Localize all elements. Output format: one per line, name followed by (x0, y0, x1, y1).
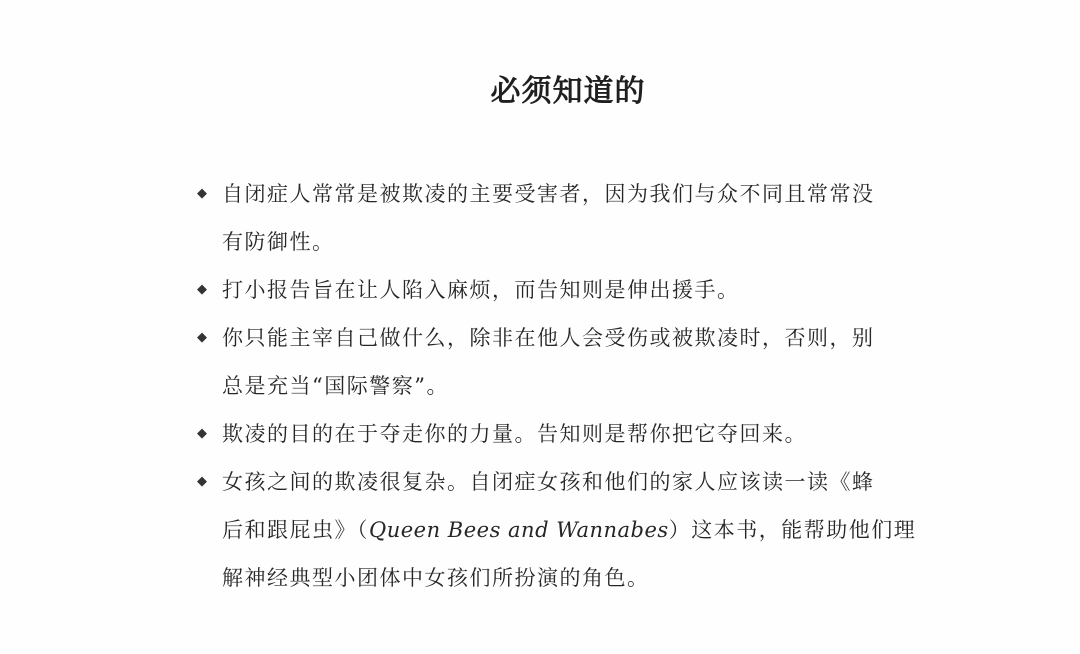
item-text-line: 有防御性。 (222, 230, 335, 254)
list-item (196, 170, 996, 266)
diamond-bullet-icon: ◆ (197, 282, 209, 297)
list-item (196, 266, 996, 314)
list-item (196, 314, 996, 410)
item-text-line: 你只能主宰自己做什么，除非在他人会受伤或被欺凌时，否则，别 (222, 326, 875, 350)
diamond-bullet-icon: ◆ (197, 330, 209, 345)
item-text-segment: 后和跟屁虫》（ (222, 518, 369, 542)
item-text-line (222, 506, 996, 554)
item-text-line: 打小报告旨在让人陷入麻烦，而告知则是伸出援手。 (222, 278, 740, 302)
item-text-line: 总是充当“国际警察”。 (222, 374, 449, 398)
item-text-line: 自闭症人常常是被欺凌的主要受害者，因为我们与众不同且常常没 (222, 182, 875, 206)
diamond-bullet-icon: ◆ (197, 186, 209, 201)
list-item (196, 410, 996, 458)
item-text-segment: ）这本书，能帮助他们理 (668, 518, 917, 542)
item-text-line: 解神经典型小团体中女孩们所扮演的角色。 (222, 566, 650, 590)
book-title-english: Queen Bees and Wannabes (369, 518, 669, 542)
item-text-line: 欺凌的目的在于夺走你的力量。告知则是帮你把它夺回来。 (222, 422, 807, 446)
section-heading: 必须知道的 (490, 74, 646, 109)
list-item (196, 458, 996, 602)
diamond-bullet-icon: ◆ (197, 474, 209, 489)
item-text-line: 女孩之间的欺凌很复杂。自闭症女孩和他们的家人应该读一读《蜂 (222, 470, 875, 494)
key-points-list (196, 170, 996, 602)
diamond-bullet-icon: ◆ (197, 426, 209, 441)
